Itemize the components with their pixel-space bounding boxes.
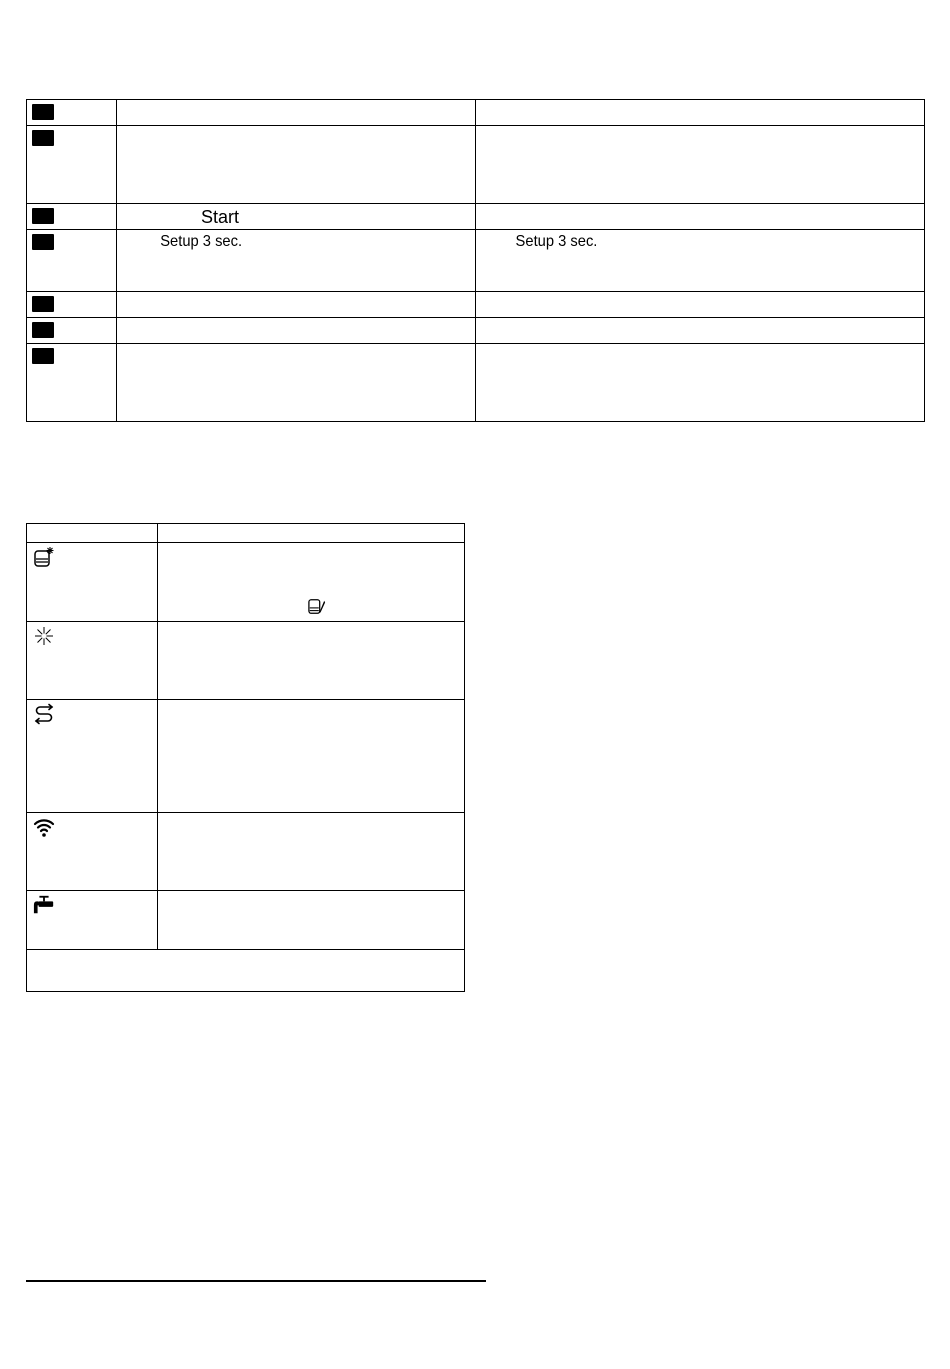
step-badge bbox=[32, 348, 54, 364]
step-badge bbox=[32, 296, 54, 312]
step-badge bbox=[32, 130, 54, 146]
description-cell bbox=[158, 543, 465, 622]
right-cell bbox=[476, 204, 925, 230]
description-cell bbox=[158, 813, 465, 891]
icon-cell bbox=[27, 813, 158, 891]
header-cell bbox=[27, 524, 158, 543]
step-cell bbox=[27, 292, 117, 318]
sparkle-icon bbox=[33, 625, 55, 647]
left-cell bbox=[117, 318, 476, 344]
header-cell bbox=[158, 524, 465, 543]
left-cell bbox=[117, 126, 476, 204]
step-badge bbox=[32, 104, 54, 120]
loop-arrows-icon bbox=[33, 703, 55, 725]
step-cell bbox=[27, 100, 117, 126]
footnote-divider bbox=[26, 1280, 486, 1282]
left-cell bbox=[117, 292, 476, 318]
setup-label: Setup 3 sec. bbox=[515, 233, 598, 250]
table-note-row bbox=[27, 950, 465, 992]
table-row bbox=[27, 126, 925, 204]
step-badge bbox=[32, 322, 54, 338]
step-cell bbox=[27, 126, 117, 204]
right-cell bbox=[476, 126, 925, 204]
table-row bbox=[27, 813, 465, 891]
step-cell bbox=[27, 230, 117, 292]
right-cell bbox=[476, 318, 925, 344]
rinse-aid-refill-icon bbox=[33, 546, 55, 568]
icons-table bbox=[26, 523, 465, 992]
step-cell bbox=[27, 318, 117, 344]
step-badge bbox=[32, 208, 54, 224]
note-cell bbox=[27, 950, 465, 992]
right-cell bbox=[476, 100, 925, 126]
water-tap-icon bbox=[33, 894, 55, 916]
icon-cell bbox=[27, 622, 158, 700]
steps-table bbox=[26, 99, 925, 422]
table-row bbox=[27, 318, 925, 344]
description-cell bbox=[158, 700, 465, 813]
right-cell bbox=[476, 230, 925, 292]
right-cell bbox=[476, 344, 925, 422]
left-cell bbox=[117, 344, 476, 422]
left-cell bbox=[117, 100, 476, 126]
description-cell bbox=[158, 891, 465, 950]
left-cell bbox=[117, 230, 476, 292]
icon-cell bbox=[27, 543, 158, 622]
table-row bbox=[27, 204, 925, 230]
rinse-aid-setting-icon bbox=[308, 598, 326, 616]
table-row bbox=[27, 100, 925, 126]
description-cell bbox=[158, 622, 465, 700]
table-header-row bbox=[27, 524, 465, 543]
table-row bbox=[27, 292, 925, 318]
table-row bbox=[27, 700, 465, 813]
right-cell bbox=[476, 292, 925, 318]
step-cell bbox=[27, 204, 117, 230]
wifi-icon bbox=[33, 816, 55, 838]
left-cell bbox=[117, 204, 476, 230]
table-row bbox=[27, 230, 925, 292]
table-row bbox=[27, 543, 465, 622]
icon-cell bbox=[27, 891, 158, 950]
table-row bbox=[27, 344, 925, 422]
icon-cell bbox=[27, 700, 158, 813]
table-row bbox=[27, 891, 465, 950]
step-badge bbox=[32, 234, 54, 250]
step-cell bbox=[27, 344, 117, 422]
table-row bbox=[27, 622, 465, 700]
start-label: Start bbox=[201, 207, 240, 227]
setup-label: Setup 3 sec. bbox=[160, 233, 243, 250]
